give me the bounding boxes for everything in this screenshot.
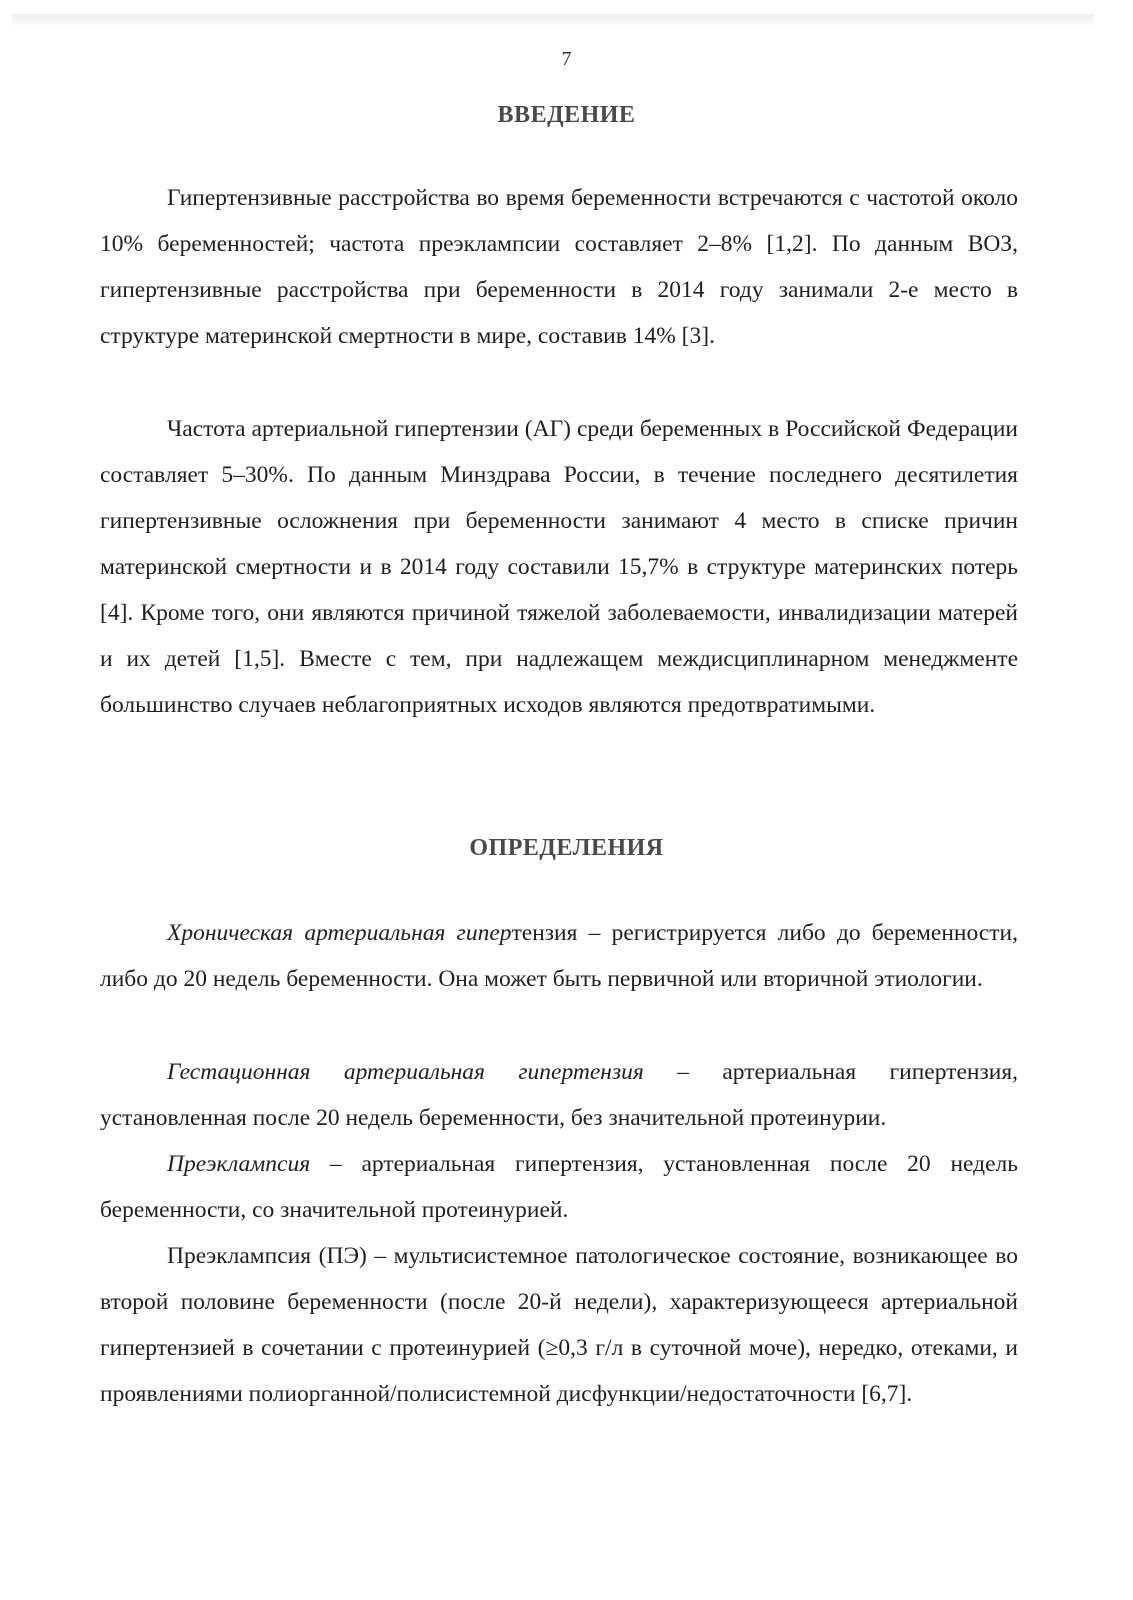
definition-text: – артериальная гипертензия, установленная после 20 недель беременности, без значительной протеинурии. <box>100 1059 1019 1131</box>
definition-chronic-hypertension <box>100 910 1018 1002</box>
section-heading-definitions: ОПРЕДЕЛЕНИЯ <box>469 835 664 861</box>
definition-term: Гестационная артериальная гипертензия <box>167 1059 644 1085</box>
definition-term-rest: тензия <box>511 920 578 946</box>
intro-paragraph: Гипертензивные расстройства во время беременности встречаются с частотой около 10% беременностей; частота преэклампсии составляет 2–8% [1,2]. По данным ВОЗ, гипертензивные расстройства при беременности в 2014 году занимали 2-е место в структуре материнской смертности в мире, составив 14% [3]. <box>100 185 1018 349</box>
definition-text: – регистрируется либо до беременности, либо до 20 недель беременности. Она может быть первичной или вторичной этиологии. <box>100 920 1018 992</box>
definition-text: – артериальная гипертензия, установленная после 20 недель беременности, со значительной протеинурией. <box>100 1151 1018 1223</box>
section-heading-introduction: ВВЕДЕНИЕ <box>497 102 636 128</box>
definition-preeclampsia <box>100 1141 1018 1233</box>
page-number: 7 <box>561 48 572 70</box>
definition-gestational-hypertension <box>100 1049 1018 1141</box>
scan-edge-shadow <box>12 14 1093 28</box>
definition-term: Преэклампсия <box>167 1151 311 1177</box>
definition-term: Хроническая артериальная гипер <box>167 920 512 946</box>
intro-paragraph: Частота артериальной гипертензии (АГ) среди беременных в Российской Федерации составляет 5–30%. По данным Минздрава России, в течение последнего десятилетия гипертензивные осложнения при беременности занимают 4 место в списке причин материнской смертности и в 2014 году составили 15,7% в структуре материнских потерь [4]. Кроме того, они являются причиной тяжелой заболеваемости, инвалидизации матерей и их детей [1,5]. Вместе с тем, при надлежащем междисциплинарном менеджменте большинство случаев неблагоприятных исходов являются предотвратимыми. <box>100 416 1018 718</box>
preeclampsia-description-paragraph: Преэклампсия (ПЭ) – мультисистемное патологическое состояние, возникающее во второй половине беременности (после 20-й недели), характеризующееся артериальной гипертензией в сочетании с протеинурией (≥0,3 г/л в суточной моче), нередко, отеками, и проявлениями полиорганной/полисистемной дисфункции/недостаточности [6,7]. <box>100 1243 1018 1407</box>
